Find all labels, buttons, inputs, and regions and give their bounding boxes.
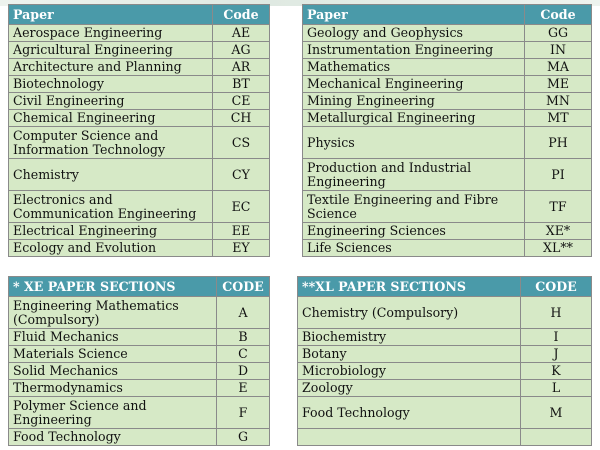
paper-code: CS	[213, 127, 270, 159]
table-row	[9, 25, 270, 42]
table-header-row	[298, 277, 592, 297]
paper-code: CE	[213, 93, 270, 110]
paper-code: AE	[213, 25, 270, 42]
papers-table-left	[8, 4, 270, 257]
paper-name: Geology and Geophysics	[303, 25, 525, 42]
section-code: I	[521, 329, 592, 346]
paper-name: Instrumentation Engineering	[303, 42, 525, 59]
column-header-code: Code	[213, 5, 270, 25]
paper-name: Mathematics	[303, 59, 525, 76]
table-row	[9, 59, 270, 76]
section-name: Biochemistry	[298, 329, 521, 346]
table-row	[9, 346, 270, 363]
section-code: M	[521, 397, 592, 429]
paper-code: XL**	[525, 240, 592, 257]
xe-sections-table	[8, 276, 270, 446]
table-row	[9, 223, 270, 240]
paper-name: Mechanical Engineering	[303, 76, 525, 93]
paper-name: Civil Engineering	[9, 93, 213, 110]
section-code: D	[217, 363, 270, 380]
paper-name: Biotechnology	[9, 76, 213, 93]
paper-code: ME	[525, 76, 592, 93]
table-row	[303, 127, 592, 159]
paper-code: XE*	[525, 223, 592, 240]
papers-table-right	[302, 4, 592, 257]
section-name: Fluid Mechanics	[9, 329, 217, 346]
paper-code: EC	[213, 191, 270, 223]
column-header-paper: Paper	[9, 5, 213, 25]
table-row	[303, 93, 592, 110]
paper-name: Mining Engineering	[303, 93, 525, 110]
paper-name: Computer Science and Information Technology	[9, 127, 213, 159]
table-row	[303, 59, 592, 76]
column-header-section: **XL PAPER SECTIONS	[298, 277, 521, 297]
paper-name: Electrical Engineering	[9, 223, 213, 240]
table-row	[298, 346, 592, 363]
section-name: Chemistry (Compulsory)	[298, 297, 521, 329]
section-code: K	[521, 363, 592, 380]
section-name: Engineering Mathematics (Compulsory)	[9, 297, 217, 329]
paper-name: Electronics and Communication Engineering	[9, 191, 213, 223]
table-header-row	[303, 5, 592, 25]
table-row	[9, 127, 270, 159]
section-name: Polymer Science and Engineering	[9, 397, 217, 429]
paper-name: Agricultural Engineering	[9, 42, 213, 59]
section-code: C	[217, 346, 270, 363]
paper-code: EE	[213, 223, 270, 240]
table-row	[298, 297, 592, 329]
table-row	[9, 329, 270, 346]
table-row	[9, 110, 270, 127]
paper-code: PI	[525, 159, 592, 191]
table-row	[303, 42, 592, 59]
column-header-code: CODE	[217, 277, 270, 297]
paper-code: MN	[525, 93, 592, 110]
paper-name: Metallurgical Engineering	[303, 110, 525, 127]
empty-cell	[298, 429, 521, 446]
paper-code: PH	[525, 127, 592, 159]
table-row	[303, 240, 592, 257]
paper-code: AG	[213, 42, 270, 59]
paper-name: Physics	[303, 127, 525, 159]
table-header-row	[9, 5, 270, 25]
table-row	[303, 159, 592, 191]
paper-code: CY	[213, 159, 270, 191]
section-code: G	[217, 429, 270, 446]
paper-name: Textile Engineering and Fibre Science	[303, 191, 525, 223]
section-code: F	[217, 397, 270, 429]
paper-name: Architecture and Planning	[9, 59, 213, 76]
section-name: Thermodynamics	[9, 380, 217, 397]
section-code: E	[217, 380, 270, 397]
paper-code: CH	[213, 110, 270, 127]
column-header-paper: Paper	[303, 5, 525, 25]
section-name: Zoology	[298, 380, 521, 397]
paper-code: EY	[213, 240, 270, 257]
table-row	[9, 297, 270, 329]
table-row	[303, 223, 592, 240]
paper-code: TF	[525, 191, 592, 223]
paper-code: AR	[213, 59, 270, 76]
table-row	[303, 25, 592, 42]
table-row	[298, 380, 592, 397]
column-header-code: CODE	[521, 277, 592, 297]
section-name: Solid Mechanics	[9, 363, 217, 380]
section-name: Microbiology	[298, 363, 521, 380]
table-row	[9, 76, 270, 93]
paper-name: Ecology and Evolution	[9, 240, 213, 257]
table-row	[9, 191, 270, 223]
table-row	[9, 159, 270, 191]
table-row	[9, 397, 270, 429]
section-name: Food Technology	[298, 397, 521, 429]
section-code: J	[521, 346, 592, 363]
table-row	[303, 191, 592, 223]
table-row	[298, 397, 592, 429]
paper-code: IN	[525, 42, 592, 59]
table-row	[298, 329, 592, 346]
section-name: Food Technology	[9, 429, 217, 446]
paper-code: MT	[525, 110, 592, 127]
section-code: L	[521, 380, 592, 397]
column-header-code: Code	[525, 5, 592, 25]
column-header-section: * XE PAPER SECTIONS	[9, 277, 217, 297]
table-row	[9, 42, 270, 59]
paper-name: Engineering Sciences	[303, 223, 525, 240]
paper-name: Chemistry	[9, 159, 213, 191]
section-name: Materials Science	[9, 346, 217, 363]
section-code: H	[521, 297, 592, 329]
empty-cell	[521, 429, 592, 446]
table-row	[9, 93, 270, 110]
table-row	[298, 363, 592, 380]
paper-name: Life Sciences	[303, 240, 525, 257]
paper-code: BT	[213, 76, 270, 93]
paper-name: Chemical Engineering	[9, 110, 213, 127]
table-row	[303, 110, 592, 127]
table-row	[303, 76, 592, 93]
paper-name: Aerospace Engineering	[9, 25, 213, 42]
table-header-row	[9, 277, 270, 297]
section-name: Botany	[298, 346, 521, 363]
paper-code: GG	[525, 25, 592, 42]
paper-name: Production and Industrial Engineering	[303, 159, 525, 191]
table-row	[9, 363, 270, 380]
table-row	[9, 240, 270, 257]
table-row	[9, 380, 270, 397]
paper-code: MA	[525, 59, 592, 76]
table-row	[298, 429, 592, 446]
section-code: A	[217, 297, 270, 329]
section-code: B	[217, 329, 270, 346]
xl-sections-table	[297, 276, 592, 446]
table-row	[9, 429, 270, 446]
